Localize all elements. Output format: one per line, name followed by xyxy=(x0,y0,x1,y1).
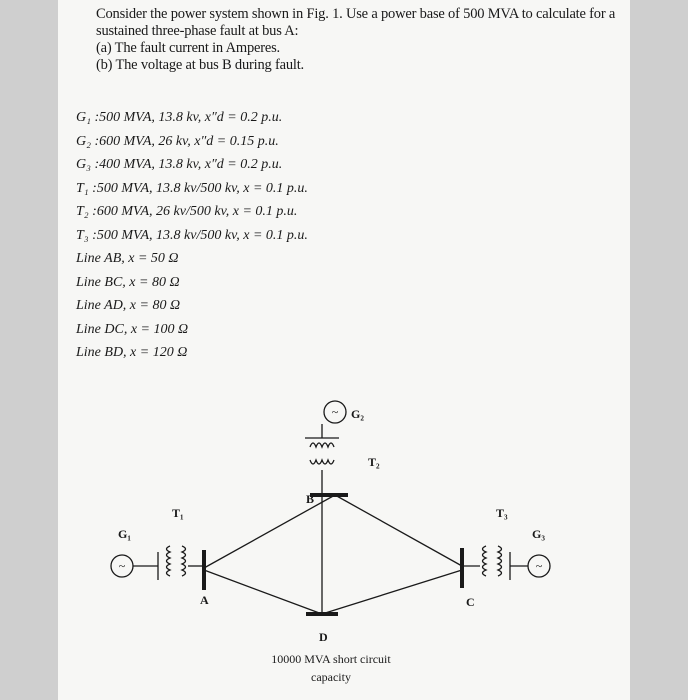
param-line-bd: Line BD, x = 120 Ω xyxy=(76,345,188,360)
document-page xyxy=(58,0,630,700)
right-background xyxy=(630,0,688,700)
param-g1: G₁ :500 MVA, 13.8 kv, x″d = 0.2 p.u. xyxy=(76,110,283,125)
t1-primary-coil xyxy=(167,546,171,576)
t3-primary-coil xyxy=(498,546,502,576)
line-bc xyxy=(335,495,462,566)
param-t2: T₂ :600 MVA, 26 kv/500 kv, x = 0.1 p.u. xyxy=(76,204,298,219)
power-system-diagram xyxy=(58,0,630,700)
left-background xyxy=(0,0,58,700)
t2-secondary-coil xyxy=(310,460,334,464)
label-bus-a: A xyxy=(200,593,209,607)
line-ad xyxy=(204,570,322,614)
label-g3: G₃ xyxy=(532,527,545,541)
param-t3: T₃ :500 MVA, 13.8 kv/500 kv, x = 0.1 p.u. xyxy=(76,227,308,243)
question-line: Consider the power system shown in Fig. 1. Use a power base of 500 MVA to calculate for a xyxy=(96,6,616,22)
param-line-dc: Line DC, x = 100 Ω xyxy=(76,321,189,337)
caption-line-2: capacity xyxy=(311,670,351,684)
param-g2: G₂ :600 MVA, 26 kv, x″d = 0.15 p.u. xyxy=(76,133,279,149)
label-t1: T₁ xyxy=(172,506,184,520)
caption-line-1: 10000 MVA short circuit xyxy=(271,652,391,666)
g3-symbol: ~ xyxy=(535,559,543,573)
g2-symbol: ~ xyxy=(331,405,339,419)
question-line: (a) The fault current in Amperes. xyxy=(96,40,280,56)
t3-secondary-coil xyxy=(483,546,487,576)
t2-primary-coil xyxy=(310,443,334,447)
param-t1: T₁ :500 MVA, 13.8 kv/500 kv, x = 0.1 p.u. xyxy=(76,180,308,196)
label-t2: T₂ xyxy=(368,455,380,469)
t1-secondary-coil xyxy=(182,546,186,576)
question-line: sustained three-phase fault at bus A: xyxy=(96,23,299,39)
g1-symbol: ~ xyxy=(118,559,126,573)
line-ab xyxy=(204,495,335,568)
label-bus-d: D xyxy=(319,630,328,644)
label-g1: G₁ xyxy=(118,527,131,541)
label-t3: T₃ xyxy=(496,506,508,520)
label-bus-c: C xyxy=(466,595,475,609)
param-g3: G₃ :400 MVA, 13.8 kv, x″d = 0.2 p.u. xyxy=(76,157,283,172)
label-g2: G₂ xyxy=(351,407,364,421)
label-bus-b: B xyxy=(306,492,315,506)
param-line-ab: Line AB, x = 50 Ω xyxy=(76,251,179,266)
param-line-bc: Line BC, x = 80 Ω xyxy=(76,274,180,290)
line-dc xyxy=(322,570,462,614)
param-line-ad: Line AD, x = 80 Ω xyxy=(76,298,181,313)
question-line: (b) The voltage at bus B during fault. xyxy=(96,57,304,73)
